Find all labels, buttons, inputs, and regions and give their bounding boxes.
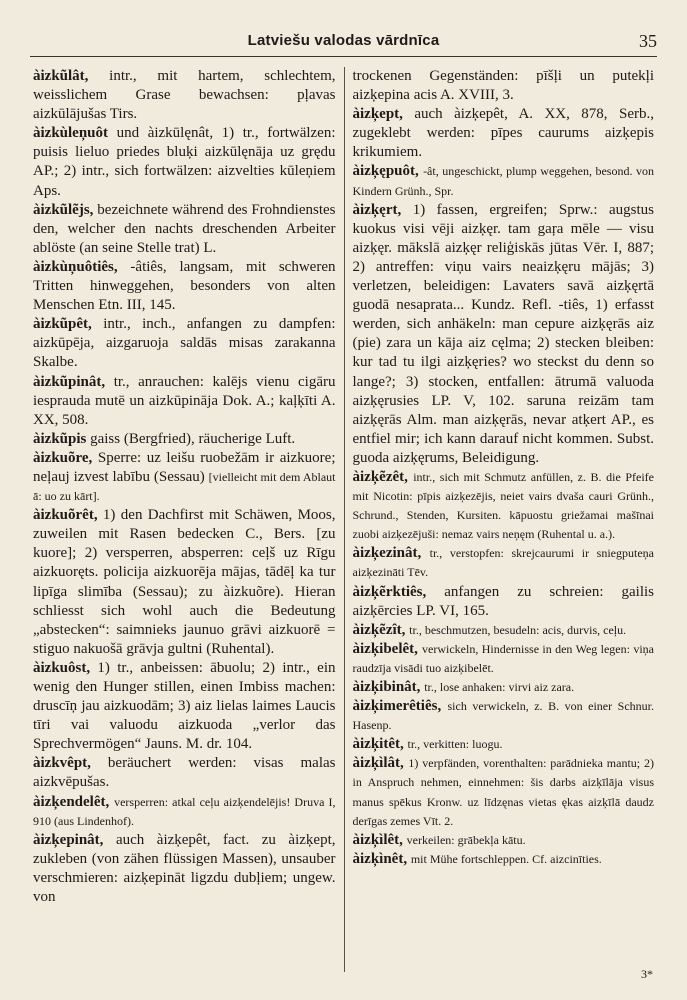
entry-headword: àizkũpis	[33, 430, 87, 447]
entry-small-text: sich verwickeln, z. B. von einer Schnur. Hasenp.	[352, 699, 654, 733]
entry-headword: àizkvêpt,	[33, 755, 91, 772]
entry-small-text: 1) verpfänden, vorenthalten: parādnieka mantu; 2) in Anspruch nehmen, einnehmen: šis darbs aizķīlāja visus manus spēkus Kronw. uz līdzęnas vietas ękas aizķīlā daudz derīgas zemes Vīt. 2.	[352, 756, 654, 828]
entry-small-text: tr., beschmutzen, besudeln: acis, durvis, ceļu.	[409, 622, 627, 637]
entry-definition: anfangen zu schreien: gailis aizķērcies LP. VI, 165.	[352, 583, 654, 619]
entry-definition: Sperre: uz leišu ruobežām ir aizkuore; neļauj izvest labību (Sessau)	[33, 449, 336, 485]
entry-headword: àizķìnêt,	[352, 850, 408, 867]
entry-headword: àizkùņuôtiês,	[33, 258, 118, 275]
dictionary-entry	[33, 793, 336, 831]
entry-definition: tr., anrauchen: kalējs vienu cigāru iesprauda mutē un aizkūpināja Dok. A.; kaļķīti A. XX, 508.	[33, 373, 336, 428]
dictionary-entry	[353, 640, 655, 678]
dictionary-entry	[33, 754, 336, 792]
entry-headword: àizķęrt,	[352, 201, 402, 218]
page-header	[30, 24, 657, 57]
dictionary-entry	[353, 831, 655, 850]
signature-mark: 3*	[641, 967, 653, 981]
dictionary-entry	[353, 201, 655, 468]
entry-headword: àizķẽzêt,	[352, 468, 408, 485]
dictionary-entry	[353, 544, 655, 582]
entry-small-text: tr., lose anhaken: virvi aiz zara.	[424, 680, 575, 694]
dictionary-entry	[33, 659, 336, 754]
dictionary-entry	[353, 754, 655, 830]
entry-headword: àizkũlât,	[33, 68, 89, 84]
entry-definition: intr., mit hartem, schlechtem, weisslichem Grase bewachsen: pļavas aizkūlājušas Tirs.	[33, 68, 336, 123]
entry-headword: àizķitêt,	[352, 736, 404, 753]
entry-headword: àizķibelêt,	[352, 640, 418, 657]
entry-small-text: -ât, ungeschickt, plump weggehen, besond. von Kindern Grünh., Spr.	[352, 164, 654, 198]
dictionary-entry	[353, 678, 655, 697]
dictionary-entry	[33, 258, 336, 315]
dictionary-entry	[33, 373, 336, 430]
entry-definition: beräuchert werden: visas malas aizkvēpušas.	[33, 755, 336, 791]
entry-definition: auch àizķepêt, fact. zu àizķept, zukleben (von zähen flüssigen Massen), unsauber verschmieren: aizķepināt ligzdu dubļiem; ungew. von	[33, 831, 336, 906]
entry-headword: àizķezinât,	[352, 545, 422, 562]
entry-headword: àizkùleņuôt	[33, 125, 109, 142]
dictionary-entry	[353, 162, 655, 200]
entry-headword: àizkũpêt,	[33, 316, 92, 333]
entry-small-text: tr., verstopfen: skrejcaurumi ir sniegputeņa aizķezināti Tēv.	[352, 546, 654, 580]
entry-headword: àizkuôst,	[33, 659, 91, 676]
entry-definition: -âtiês, langsam, mit schweren Tritten hinweggehen, besonders von alten Menschen Etn. III, 145.	[33, 258, 336, 314]
dictionary-entry	[33, 430, 336, 449]
page-number: 35	[639, 31, 657, 51]
entry-definition: 1) fassen, ergreifen; Sprw.: augstus kuokus visi vēji aizķęr. tam gaŗa mēle — visu aizķęr. mākslā aizķęr reliģiskās jūtas Vēr. I, 887; 2) antreffen: viņu vairs neaizķęru mājās; 3) verletzen, beleidigen: Lavaters savā aizķęrtā guodā nesaprata... Kundz. Refl. -tiês, 1) erfasst werden, sich anhäkeln: man cepure aizķęrās aiz (pie) zara un kāja aiz cęlma; 2) stecken bleiben: kur tad tu ilgi aizķęries? wo steckst du denn so lange?; 3) stocken, entfallen: ātrumā valuoda aizķęrusies LP. V, 102. saruna reizām tam aizķęrās Alm. man aizķęrās, nevar atķert AP., es entfiel mir; ich kann darauf nicht kommen. Subst. guoda aizķęrums, Beleidigung.	[352, 201, 654, 466]
entry-small-text: verkeilen: grābekļa kātu.	[406, 832, 526, 847]
left-column	[33, 67, 344, 972]
right-column	[344, 67, 655, 972]
entry-headword: àizķibinât,	[352, 679, 421, 695]
entry-headword: àizkũlẽjs,	[33, 201, 94, 218]
entry-definition: intr., inch., anfangen zu dampfen: aizkūpēja, aizgaruoja saldās misas zarakanna Skalbe.	[33, 316, 336, 371]
entry-headword: àizķimerêtiês,	[352, 698, 442, 715]
dictionary-entry	[33, 831, 336, 907]
entry-headword: àizķendelêt,	[33, 793, 110, 810]
dictionary-entry	[353, 850, 655, 869]
entry-headword: àizkũpinât,	[33, 373, 106, 390]
entry-headword: àizķẽrktiês,	[352, 583, 427, 600]
dictionary-entry	[353, 468, 655, 544]
dictionary-entry	[33, 201, 336, 258]
entry-definition	[421, 545, 429, 561]
entry-definition: gaiss (Bergfried), räucherige Luft.	[86, 430, 296, 447]
entry-small-text: intr., sich mit Schmutz anfüllen, z. B. die Pfeife mit Nicotin: pīpis aizķezējis, neiet vairs dvaša cauri Grünh., Schrund., Stenden, Kursiten. kāpuostu griežamai mašīnai zuobi aizķezējuši: nemaz vairs neņęm (Ruhental u. a.).	[352, 469, 654, 542]
dictionary-entry	[33, 315, 336, 372]
entry-definition: 1) den Dachfirst mit Schäwen, Moos, zuweilen mit Rasen bedecken C., Bers. [zu kuore]; 2) versperren, absperren: ceļš uz Rīgu aizkuoręts. policija aizkuorēja mājas, tādēļ ka tur lipīga slimība (Sessau); zu àizkuõre). Hieran schliesst sich wohl auch die Bedeutung „abstecken“: saimnieks jaunuo grāvi aizkuorē = stiguo nakuošā grāvja gultni (Ruhental).	[33, 507, 336, 657]
entry-small-text: tr., verkitten: luogu.	[407, 737, 503, 752]
entry-headword: àizķępuôt,	[352, 163, 419, 180]
entry-headword: àizķept,	[352, 106, 403, 123]
dictionary-entry	[33, 67, 336, 124]
dictionary-entry	[353, 583, 655, 621]
entry-small-text: [vielleicht mit dem Ablaut ā: uo zu kārt].	[33, 469, 336, 504]
entry-definition: trockenen Gegenständen: pīšļi un putekļi aizķepina acis A. XVIII, 3.	[352, 68, 654, 104]
dictionary-columns	[33, 67, 654, 972]
entry-definition: bezeichnete während des Frohndienstes den, welcher den nachts dreschenden Arbeiter ablöste (an seine Stelle trat) L.	[33, 201, 336, 256]
dictionary-entry	[33, 124, 336, 200]
entry-headword: àizķìlât,	[352, 755, 404, 772]
entry-small-text: versperren: atkal ceļu aizķendelējis! Druva I, 910 (aus Lindenhof).	[33, 794, 336, 828]
dictionary-entry	[353, 621, 655, 640]
entry-headword: àizķepinât,	[33, 831, 104, 848]
entry-small-text: mit Mühe fortschleppen. Cf. aizcinīties.	[410, 851, 602, 866]
entry-definition: auch àizķepêt, A. XX, 878, Serb., zugeklebt werden: pīpes caurums aizķepis krikumiem.	[352, 106, 654, 161]
entry-definition: 1) tr., anbeissen: ābuolu; 2) intr., ein wenig den Hunger stillen, einen Imbiss machen: druscīņ jau aizkuodām; 3) aiz lielas laimes Laucis tīri vai valuodu aizkuoda „verlor das Sprechvermögen“ Jauns. M. dr. 104.	[33, 659, 336, 753]
dictionary-entry	[353, 105, 655, 162]
page-title: Latviešu valodas vārdnīca	[247, 32, 440, 49]
entry-headword: àizķẽzît,	[352, 621, 406, 638]
dictionary-entry	[33, 449, 336, 506]
entry-small-text: verwickeln, Hindernisse in den Weg legen: viņa raudzīja visādi tuo aizķibelēt.	[352, 641, 654, 675]
dictionary-entry	[33, 506, 336, 659]
dictionary-entry	[353, 735, 655, 754]
entry-definition: und àizkūlęnât, 1) tr., fortwälzen: puisis lieluo priedes bluķi aizkūlęnāja uz grędu AP.; 2) intr., sich fortwälzen: aizvelties kūleņiem Aps.	[33, 125, 336, 199]
dictionary-entry	[353, 697, 655, 735]
entry-headword: àizkuõrêt,	[33, 507, 98, 524]
entry-headword: àizķìlêt,	[352, 831, 403, 848]
entry-headword: àizkuõre,	[33, 449, 93, 466]
dictionary-entry	[353, 67, 655, 105]
